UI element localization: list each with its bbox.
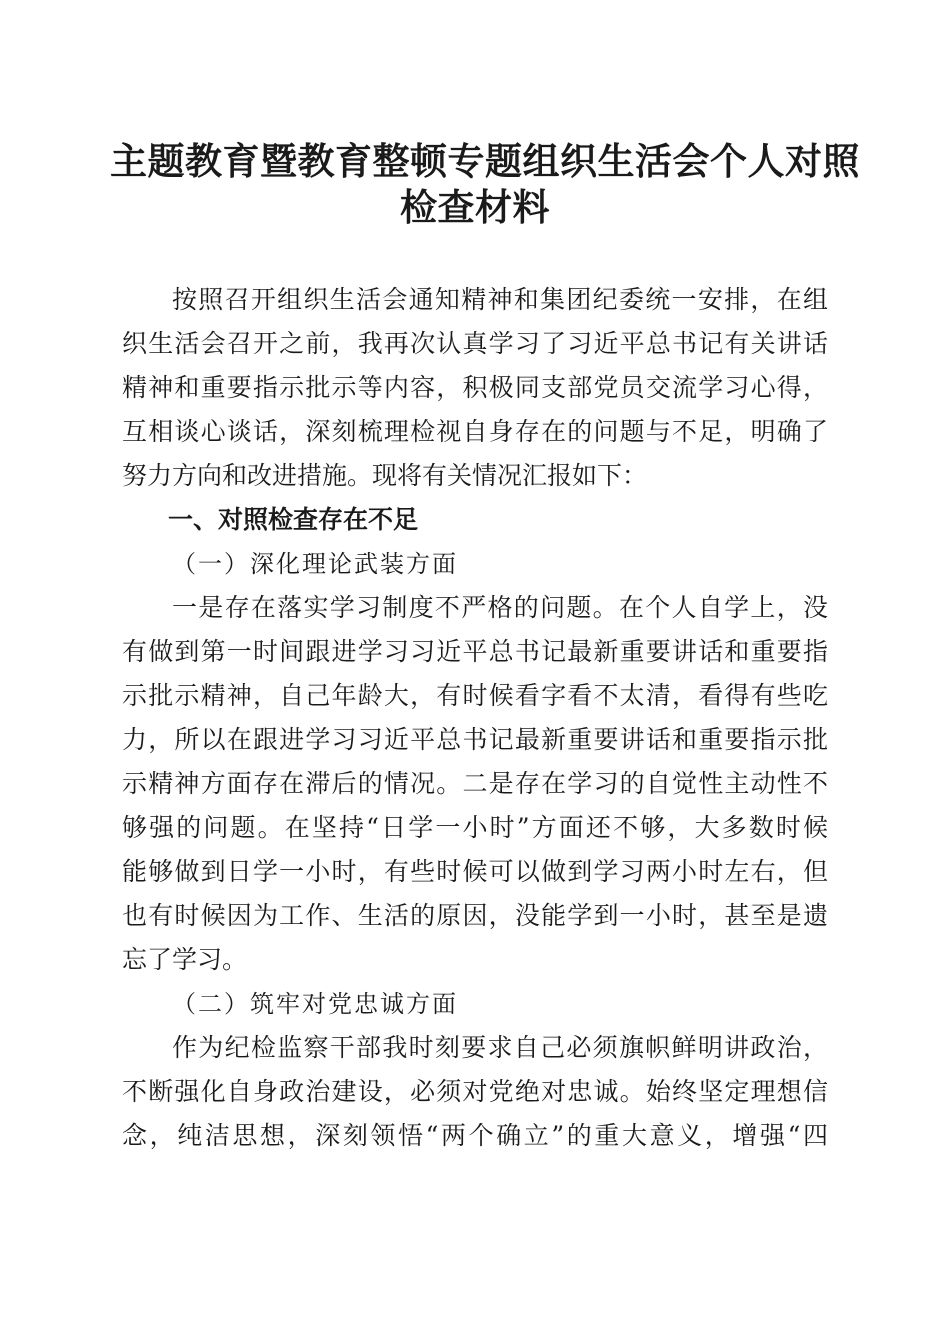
paragraph-line: 能够做到日学一小时，有些时候可以做到学习两小时左右，但 (122, 857, 828, 886)
subsection-2-paragraph (122, 1026, 828, 1158)
document-title-line-2: 检查材料 (400, 185, 550, 229)
document-title-line-1: 主题教育暨教育整顿专题组织生活会个人对照 (110, 139, 860, 183)
intro-paragraph (122, 278, 828, 498)
paragraph-line: 一是存在落实学习制度不严格的问题。在个人自学上，没 (172, 593, 828, 622)
paragraph-line: 念，纯洁思想，深刻领悟“两个确立”的重大意义，增强“四 (122, 1121, 828, 1150)
paragraph-line: 作为纪检监察干部我时刻要求自己必须旗帜鲜明讲政治， (172, 1033, 828, 1062)
paragraph-line: 不断强化自身政治建设，必须对党绝对忠诚。始终坚定理想信 (122, 1077, 828, 1106)
paragraph-line: 有做到第一时间跟进学习习近平总书记最新重要讲话和重要指 (122, 637, 828, 666)
subsection-heading-1: （一）深化理论武装方面 (172, 550, 458, 578)
section-heading-1: 一、对照检查存在不足 (168, 505, 419, 534)
document-body (122, 278, 828, 1158)
paragraph-line: 也有时候因为工作、生活的原因，没能学到一小时，甚至是遗 (122, 901, 828, 930)
intro-line: 努力方向和改进措施。现将有关情况汇报如下： (122, 461, 648, 490)
paragraph-line: 忘了学习。 (122, 945, 248, 974)
paragraph-line: 示精神方面存在滞后的情况。二是存在学习的自觉性主动性不 (122, 769, 828, 798)
paragraph-line: 力，所以在跟进学习习近平总书记最新重要讲话和重要指示批 (122, 725, 828, 754)
paragraph-line: 示批示精神，自己年龄大，有时候看字看不太清，看得有些吃 (122, 681, 828, 710)
subsection-heading-2: （二）筑牢对党忠诚方面 (172, 990, 458, 1018)
paragraph-line: 够强的问题。在坚持“日学一小时”方面还不够，大多数时候 (122, 813, 828, 842)
intro-line: 精神和重要指示批示等内容，积极同支部党员交流学习心得， (122, 373, 828, 402)
intro-line: 按照召开组织生活会通知精神和集团纪委统一安排，在组 (172, 285, 828, 314)
intro-line: 互相谈心谈话，深刻梳理检视自身存在的问题与不足，明确了 (122, 417, 828, 446)
subsection-1-paragraph (122, 586, 828, 982)
intro-line: 织生活会召开之前，我再次认真学习了习近平总书记有关讲话 (122, 329, 828, 358)
